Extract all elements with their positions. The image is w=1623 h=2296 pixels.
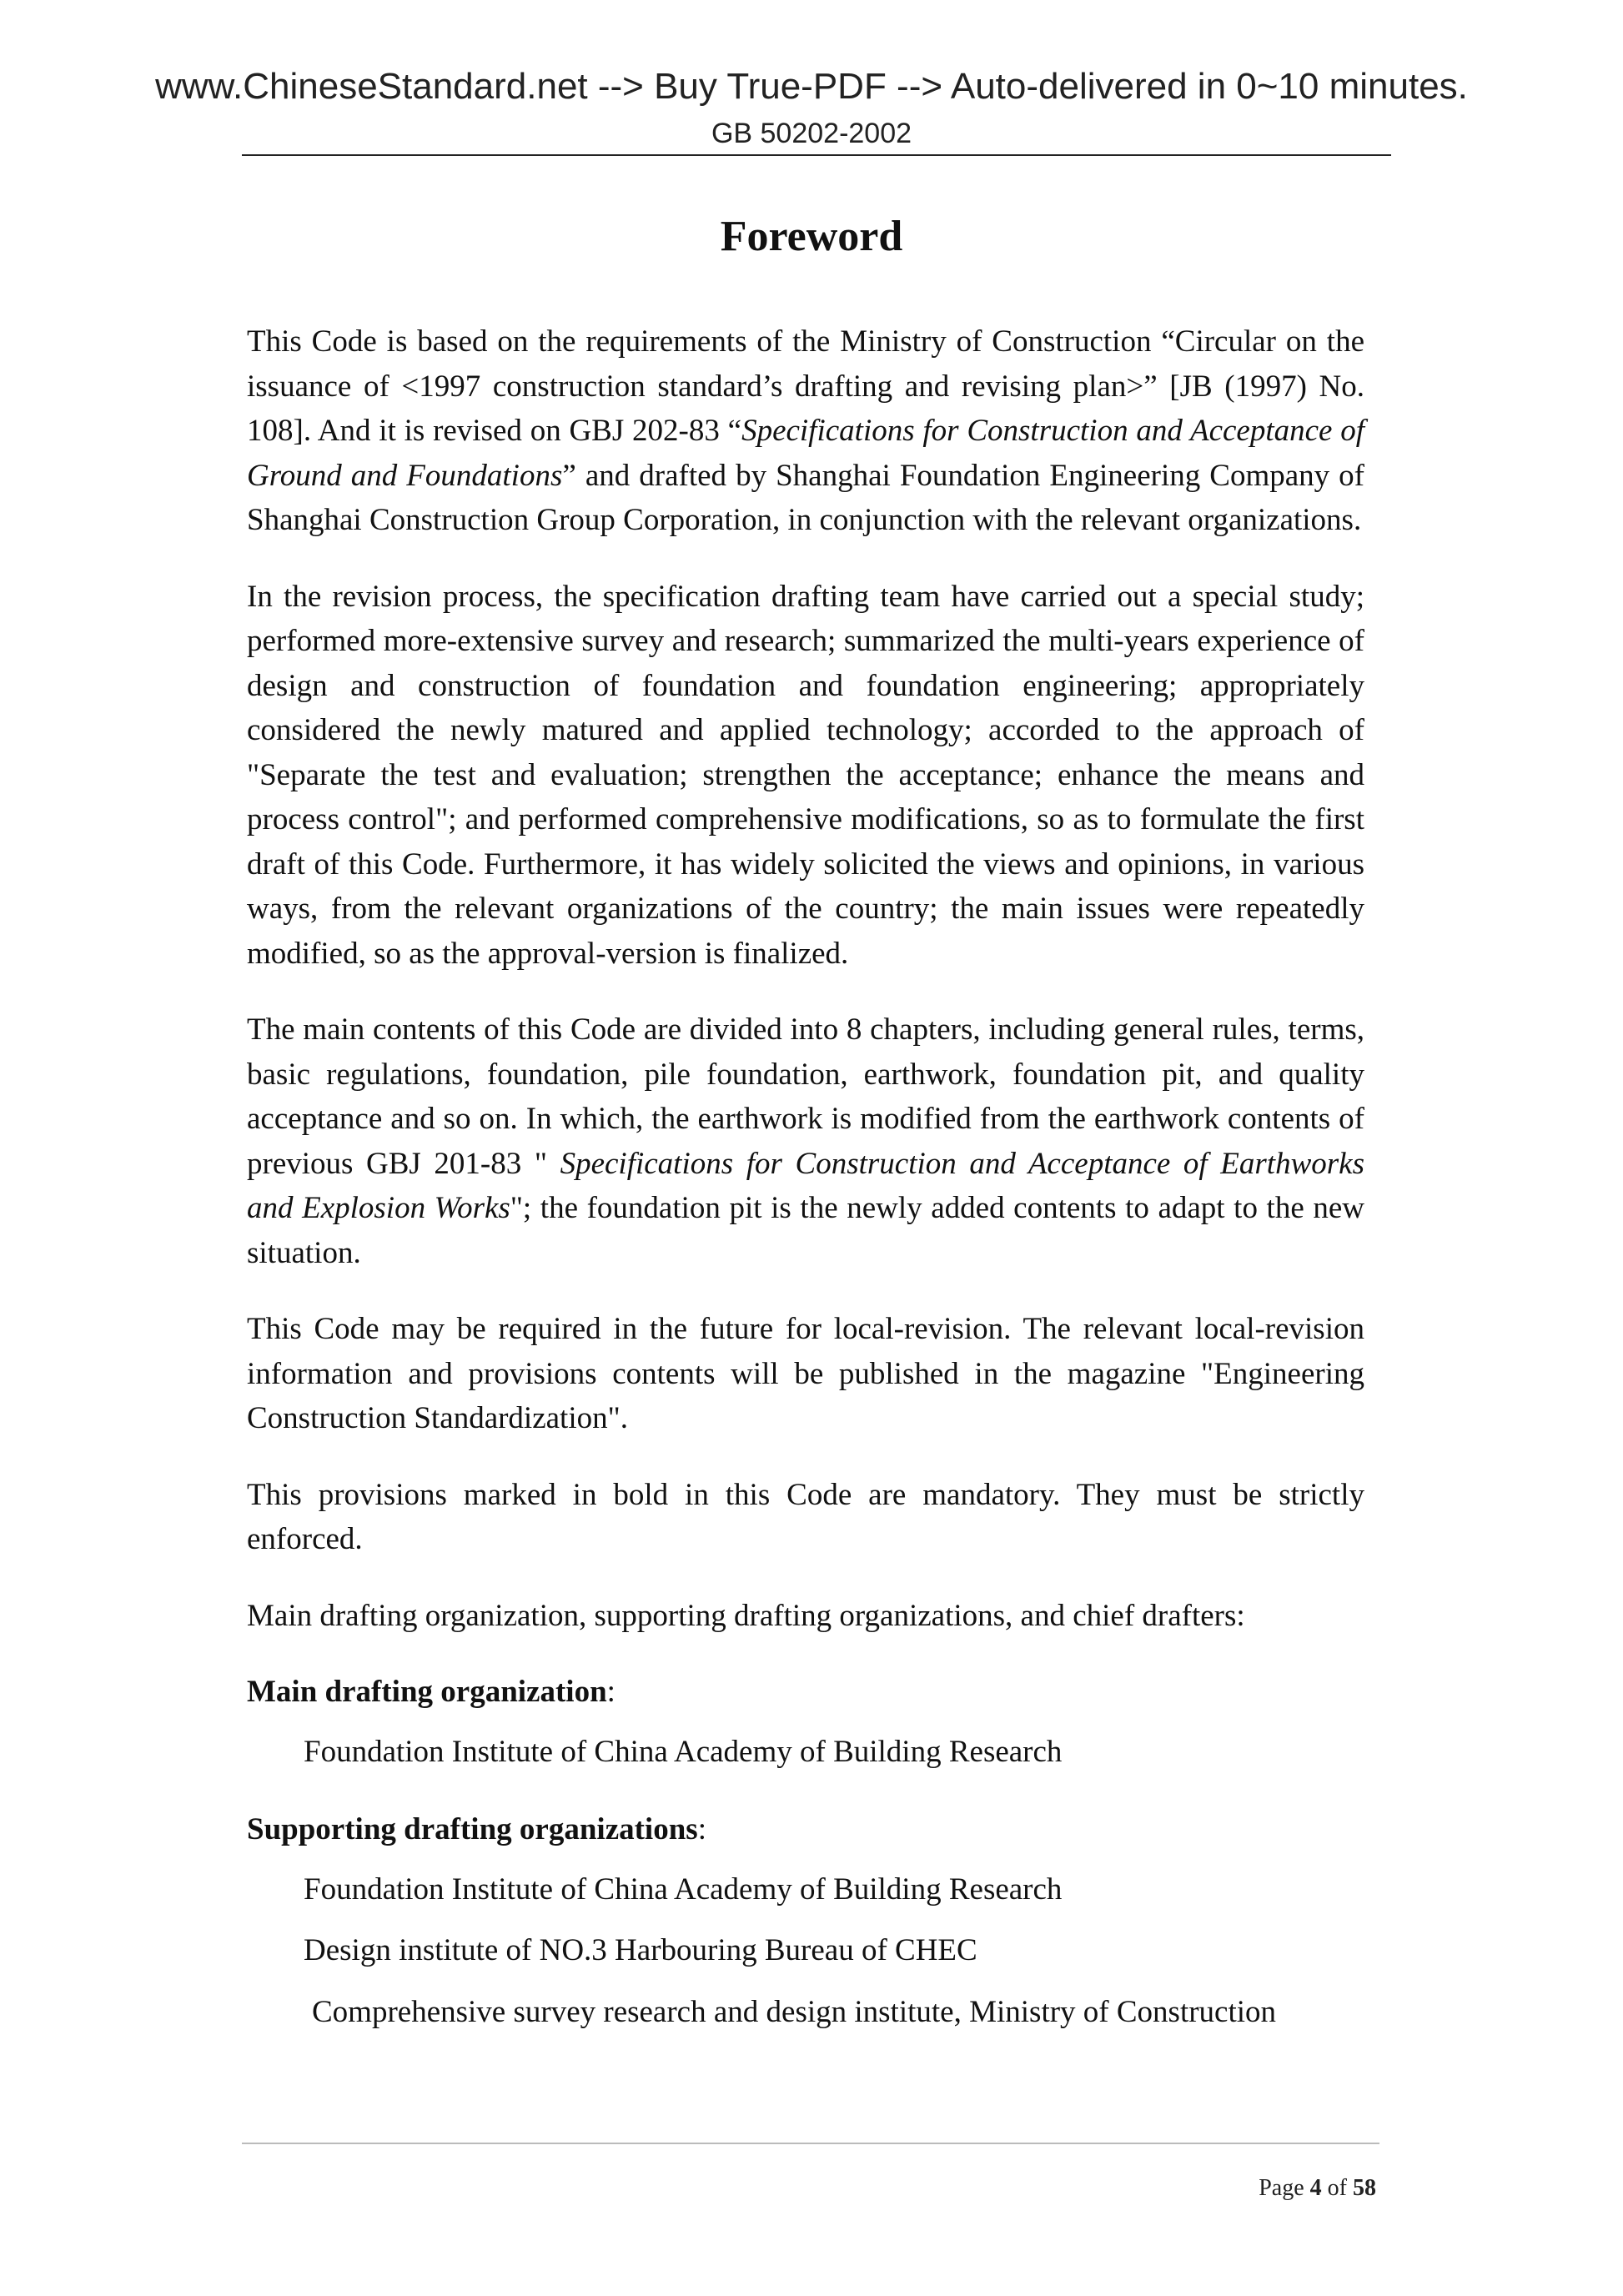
supporting-drafting-heading-label: Supporting drafting organizations	[247, 1812, 698, 1846]
supporting-organization-item: Design institute of NO.3 Harbouring Bureau of CHEC	[304, 1933, 977, 1967]
paragraph-main-contents-text-a: The main contents of this Code are divided into 8 chapters, including general rules, terms, basic regulations, foundation, pile foundation, earthwork, foundation pit, and quality acceptance and so on. In which, the earthwork is modified from the earthwork contents of previous GBJ 201-83 "	[247, 1012, 1364, 1181]
supporting-organization-item: Foundation Institute of China Academy of Building Research	[304, 1871, 1063, 1907]
supporting-drafting-heading	[247, 1807, 1364, 1852]
paragraph-main-contents-text-b: "; the foundation pit is the newly added contents to adapt to the new situation.	[247, 1191, 1364, 1270]
source-banner: www.ChineseStandard.net --> Buy True-PDF --> Auto-delivered in 0~10 minutes.	[155, 66, 1468, 107]
page-number-total: 58	[1353, 2175, 1376, 2201]
paragraph-main-contents	[247, 1007, 1364, 1275]
paragraph-basis-text-b: ” and drafted by Shanghai Foundation Engineering Company of Shanghai Construction Group Corporation, in conjunction with the relevant organizations.	[247, 458, 1365, 537]
supporting-drafting-heading-colon: :	[697, 1812, 706, 1846]
supporting-organization-item: Comprehensive survey research and design institute, Ministry of Construction	[312, 1994, 1277, 2029]
header-divider	[242, 154, 1391, 156]
footer-divider	[242, 2143, 1379, 2144]
main-drafting-organization: Foundation Institute of China Academy of Building Research	[304, 1734, 1063, 1769]
referenced-earthwork-spec-title: Specifications for Construction and Acceptance of Earthworks and Explosion Works	[247, 1146, 1364, 1225]
page-number-prefix: Page	[1259, 2175, 1310, 2201]
paragraph-basis-text-a: This Code is based on the requirements of the Ministry of Construction “Circular on the issuance of <1997 construction standard’s drafting and revising plan>” [JB (1997) No. 108]. And it is revised on GBJ 202-83 “	[247, 324, 1364, 448]
page-title: Foreword	[720, 213, 903, 260]
referenced-spec-title: Specifications for Construction and Acceptance of Ground and Foundations	[247, 414, 1365, 493]
paragraph-revision-process: In the revision process, the specification drafting team have carried out a special study; performed more-extensive survey and research; summarized the multi-years experience of design and construction of foundation and foundation engineering; appropriately considered the newly matured and applied technology; accorded to the approach of "Separate the test and evaluation; strengthen the acceptance; enhance the means and process control"; and performed comprehensive modifications, so as to formulate the first draft of this Code. Furthermore, it has widely solicited the views and opinions, in various ways, from the relevant organizations of the country; the main issues were repeatedly modified, so as the approval-version is finalized.	[247, 579, 1364, 971]
standard-code: GB 50202-2002	[711, 118, 912, 149]
paragraph-local-revision: This Code may be required in the future for local-revision. The relevant local-revision information and provisions contents will be published in the magazine "Engineering Construction Standardization".	[247, 1312, 1364, 1435]
main-drafting-heading-label: Main drafting organization	[247, 1675, 607, 1709]
paragraph-mandatory-provisions: This provisions marked in bold in this Code are mandatory. They must be strictly enforced.	[247, 1477, 1364, 1556]
page-number	[1259, 2173, 1376, 2203]
page-number-separator: of	[1321, 2175, 1353, 2201]
main-drafting-heading-colon: :	[606, 1675, 616, 1709]
foreword-body	[247, 319, 1364, 2051]
paragraph-drafters-intro: Main drafting organization, supporting drafting organizations, and chief drafters:	[247, 1598, 1245, 1633]
page-number-current: 4	[1309, 2175, 1322, 2201]
main-drafting-heading	[247, 1670, 1364, 1715]
paragraph-basis	[247, 319, 1364, 543]
